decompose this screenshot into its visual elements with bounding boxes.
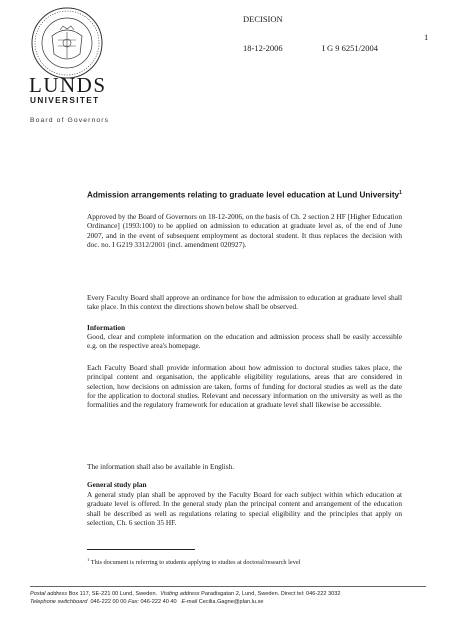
visiting-address-label: Visiting address: [160, 591, 200, 597]
document-title: [87, 188, 402, 201]
email-link[interactable]: Cecilia.Gagne@plan.lu.se: [198, 599, 264, 605]
fax-label: Fax:: [128, 599, 139, 605]
switchboard-value: 046-222 00 00: [90, 599, 127, 605]
document-date: 18-12-2006: [243, 43, 283, 53]
document-title-text: Admission arrangements relating to graduate level education at Lund University: [87, 190, 400, 200]
footnote-mark: 1: [87, 557, 90, 562]
heading-information: Information: [87, 323, 126, 332]
university-logo-wordmark: LUNDS: [29, 73, 107, 97]
direct-tel-value: 046-222 3032: [305, 591, 341, 597]
postal-address-value: Box 117, SE-221 00 Lund, Sweden.: [68, 591, 158, 597]
document-reference: I G 9 6251/2004: [322, 43, 378, 53]
paragraph-information: Good, clear and complete information on the education and admission process shall be easily accessible e.g. on the respective area's homepage.: [87, 332, 402, 351]
footnote-text: This document is referring to students applying to studies at doctoral/research level: [90, 559, 301, 567]
footer-contact-line: [30, 598, 426, 606]
document-type: DECISION: [243, 14, 283, 24]
fax-value: 046-222 40 40: [140, 599, 177, 605]
paragraph-english: The information shall also be available in English.: [87, 462, 235, 471]
email-label: E-mail: [181, 599, 198, 605]
department-name: Board of Governors: [30, 117, 110, 124]
paragraph-faculty-board: Every Faculty Board shall approve an ordinance for how the admission to education at graduate level shall take place. In this context the directions shown below shall be observed.: [87, 293, 402, 312]
footnote: [87, 557, 300, 566]
footer-divider: [30, 586, 426, 587]
paragraph-admission-info: Each Faculty Board shall provide information about how admission to doctoral studies takes place, the principal content and organisation, the applicable eligibility regulations, areas that are considered in selection, how decisions on admission are taken, forms of funding for doctoral studies as well as the date for the application to doctoral studies. Relevant and necessary information on the university as well as the formalities and the regulatory framework for education at graduate level shall likewise be accessible.: [87, 363, 402, 410]
paragraph-approval: Approved by the Board of Governors on 18-12-2006, on the basis of Ch. 2 section 2 HF [Higher Education Ordinance] (1993:100) to be applied on admission to education at graduate level as, of the end of June 2007, and in the event of subsequent employment as doctoral student. It thus replaces the decision with doc. no. I G219 3312/2001 (incl. amendment 020927).: [87, 212, 402, 249]
footer-address-line: [30, 590, 426, 598]
visiting-address-value: Paradisgatan 2, Lund, Sweden.: [201, 591, 280, 597]
footnote-divider: [87, 549, 195, 550]
switchboard-label: Telephone switchboard: [30, 599, 88, 605]
direct-tel-label: Direct tel:: [280, 591, 305, 597]
title-footnote-mark: 1: [399, 190, 402, 196]
university-logo-subtitle: UNIVERSITET: [30, 96, 100, 105]
university-seal-logo: [30, 6, 104, 80]
paragraph-study-plan: A general study plan shall be approved by the Faculty Board for each subject within which education at graduate level is offered. In the general study plan the principal content and arrangement of the education shall be described as well as regulations relating to special eligibility and the principles that apply on selection, Ch. 6 section 35 HF.: [87, 490, 402, 527]
page-number: 1: [424, 32, 429, 42]
postal-address-label: Postal address: [30, 591, 68, 597]
heading-general-study-plan: General study plan: [87, 480, 147, 489]
